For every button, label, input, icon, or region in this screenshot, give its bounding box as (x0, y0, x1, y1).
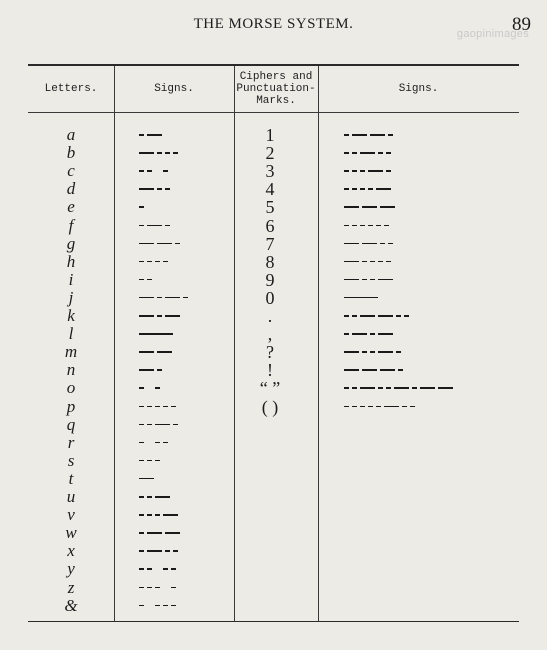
dot-mark (139, 170, 144, 172)
dot-mark (370, 351, 375, 353)
dash-mark (155, 424, 170, 426)
dot-mark (412, 387, 417, 389)
letter-sign (139, 506, 181, 524)
header-signs: Signs. (154, 83, 194, 95)
dot-mark (378, 261, 383, 263)
letter-sign (139, 434, 171, 452)
dot-mark (139, 514, 144, 516)
letter-sign (139, 180, 173, 198)
dot-mark (139, 206, 144, 208)
cipher-sign (344, 235, 396, 253)
letter-r: r (67, 432, 75, 452)
dot-mark (171, 406, 176, 408)
dash-mark (139, 315, 154, 317)
dot-mark (344, 406, 349, 408)
dot-mark (155, 460, 160, 462)
dot-mark (380, 243, 385, 245)
page-title: THE MORSE SYSTEM. (193, 16, 354, 32)
dash-mark (360, 315, 375, 317)
cipher-char: . (267, 306, 273, 326)
letter-sign (139, 307, 183, 325)
cipher-sign (344, 271, 396, 289)
dot-mark (139, 550, 144, 552)
dash-mark (378, 279, 393, 281)
dash-mark (344, 279, 359, 281)
dash-mark (344, 297, 378, 299)
letter-sign (139, 126, 165, 144)
dot-mark (344, 170, 349, 172)
letter-sign (139, 289, 191, 307)
dash-mark (384, 406, 399, 408)
dot-mark (163, 261, 168, 263)
dot-mark (155, 261, 160, 263)
dot-mark (165, 225, 170, 227)
dot-mark (165, 188, 170, 190)
dot-mark (344, 225, 349, 227)
dot-mark (171, 568, 176, 570)
dash-mark (157, 351, 172, 353)
cipher-char: , (267, 324, 273, 345)
letter-sign (139, 198, 147, 216)
cipher-char: “ ” (259, 378, 281, 399)
letter-i: i (68, 269, 74, 289)
dot-mark (155, 587, 160, 589)
cipher-char: 1 (265, 125, 275, 145)
cipher-char: 0 (265, 287, 275, 308)
cipher-char: 7 (265, 233, 275, 254)
dot-mark (352, 225, 357, 227)
dot-mark (163, 568, 168, 570)
cipher-sign (344, 198, 398, 216)
dash-mark (147, 550, 162, 552)
dot-mark (139, 605, 144, 607)
cipher-sign (344, 361, 406, 379)
dot-mark (139, 460, 144, 462)
dot-mark (370, 279, 375, 281)
letter-j: j (68, 287, 74, 307)
dot-mark (396, 315, 401, 317)
dot-mark (147, 514, 152, 516)
dash-mark (344, 369, 359, 371)
dot-mark (362, 261, 367, 263)
dot-mark (362, 279, 367, 281)
letter-sign (139, 361, 165, 379)
cipher-char: ( ) (261, 396, 279, 417)
dot-mark (155, 442, 160, 444)
dash-mark (147, 134, 162, 136)
dot-mark (139, 387, 144, 389)
dot-mark (171, 587, 176, 589)
dot-mark (165, 550, 170, 552)
dash-mark (362, 243, 377, 245)
letter-sign (139, 597, 179, 615)
dash-mark (155, 496, 170, 498)
letter-sign (139, 416, 181, 434)
letter-sign (139, 560, 179, 578)
letter-sign (139, 162, 171, 180)
dot-mark (157, 369, 162, 371)
letter-sign (139, 579, 179, 597)
dot-mark (352, 152, 357, 154)
letter-s: s (67, 450, 75, 470)
dash-mark (139, 369, 154, 371)
dash-mark (139, 152, 154, 154)
letter-sign (139, 398, 179, 416)
dash-mark (157, 243, 172, 245)
dot-mark (155, 406, 160, 408)
dot-mark (139, 532, 144, 534)
cipher-sign (344, 162, 394, 180)
cipher-char: 5 (265, 197, 275, 218)
letter-w: w (65, 523, 77, 543)
cipher-sign (344, 343, 404, 361)
dash-mark (352, 134, 367, 136)
dot-mark (344, 333, 349, 335)
dot-mark (139, 261, 144, 263)
dash-mark (378, 333, 393, 335)
dot-mark (360, 406, 365, 408)
dot-mark (139, 406, 144, 408)
letter-p: p (66, 396, 76, 416)
watermark: gaopinimages (456, 28, 529, 40)
letter-e: e (67, 197, 75, 217)
dash-mark (438, 387, 453, 389)
letter-q: q (66, 414, 76, 434)
dot-mark (386, 152, 391, 154)
dot-mark (352, 188, 357, 190)
dot-mark (171, 605, 176, 607)
letter-sign (139, 343, 175, 361)
dot-mark (360, 188, 365, 190)
dash-mark (370, 134, 385, 136)
letter-v: v (67, 505, 75, 525)
dot-mark (410, 406, 415, 408)
dash-mark (165, 315, 180, 317)
dot-mark (173, 424, 178, 426)
dot-mark (147, 279, 152, 281)
letter-ampersand: & (64, 595, 78, 615)
dot-mark (155, 605, 160, 607)
dot-mark (368, 225, 373, 227)
cipher-sign (344, 126, 396, 144)
dot-mark (344, 152, 349, 154)
dash-mark (378, 351, 393, 353)
dot-mark (183, 297, 188, 299)
letter-sign (139, 235, 183, 253)
dot-mark (386, 261, 391, 263)
cipher-char: 4 (265, 179, 275, 200)
letter-sign (139, 524, 183, 542)
dash-mark (362, 206, 377, 208)
dot-mark (370, 261, 375, 263)
dot-mark (139, 134, 144, 136)
page-number: 89 (512, 14, 531, 35)
dot-mark (147, 170, 152, 172)
dot-mark (352, 170, 357, 172)
header-letters: Letters. (44, 83, 98, 95)
letter-x: x (67, 541, 75, 561)
letter-sign (139, 325, 176, 343)
dot-mark (139, 279, 144, 281)
dot-mark (147, 587, 152, 589)
dot-mark (139, 568, 144, 570)
letter-z: z (67, 577, 75, 597)
dot-mark (386, 387, 391, 389)
letter-h: h (66, 251, 76, 271)
dash-mark (147, 225, 162, 227)
cipher-sign (344, 379, 456, 397)
dash-mark (139, 478, 154, 480)
dot-mark (384, 225, 389, 227)
letter-g: g (66, 233, 76, 253)
table-body (28, 66, 519, 621)
cipher-sign (344, 289, 381, 307)
dash-mark (360, 152, 375, 154)
dot-mark (175, 243, 180, 245)
dash-mark (368, 170, 383, 172)
dash-mark (362, 369, 377, 371)
dot-mark (378, 152, 383, 154)
dash-mark (139, 297, 154, 299)
dot-mark (163, 170, 168, 172)
dash-mark (163, 514, 178, 516)
dash-mark (378, 315, 393, 317)
dash-mark (344, 243, 359, 245)
dot-mark (147, 568, 152, 570)
morse-table (28, 64, 519, 622)
dash-mark (376, 188, 391, 190)
dash-mark (420, 387, 435, 389)
header-ciphers: Ciphers and Punctuation- Marks. (236, 71, 316, 107)
letter-a: a (66, 125, 76, 144)
dot-mark (352, 406, 357, 408)
cipher-char: ? (266, 342, 274, 363)
letter-y: y (67, 559, 75, 579)
dot-mark (147, 424, 152, 426)
dash-mark (352, 333, 367, 335)
dash-mark (139, 351, 154, 353)
dot-mark (139, 225, 144, 227)
letter-sign (139, 144, 181, 162)
page-header (0, 14, 547, 38)
cipher-char: 3 (265, 161, 275, 182)
dash-mark (394, 387, 409, 389)
letter-d: d (66, 179, 76, 199)
dot-mark (398, 369, 403, 371)
dot-mark (386, 170, 391, 172)
dash-mark (165, 297, 180, 299)
dash-mark (344, 206, 359, 208)
dot-mark (147, 261, 152, 263)
dot-mark (344, 188, 349, 190)
letter-f: f (68, 215, 74, 235)
letter-t: t (68, 468, 74, 488)
header-signs-2: Signs. (398, 83, 439, 95)
dot-mark (402, 406, 407, 408)
dash-mark (139, 333, 173, 335)
cipher-sign (344, 307, 412, 325)
dot-mark (155, 387, 160, 389)
dash-mark (344, 261, 359, 263)
dash-mark (147, 532, 162, 534)
dot-mark (139, 442, 144, 444)
dot-mark (163, 442, 168, 444)
dot-mark (173, 152, 178, 154)
letter-sign (139, 217, 173, 235)
dash-mark (360, 387, 375, 389)
cipher-sign (344, 217, 392, 235)
cipher-char: 8 (265, 251, 275, 272)
dot-mark (344, 387, 349, 389)
letter-sign (139, 379, 163, 397)
dot-mark (360, 225, 365, 227)
cipher-sign (344, 398, 418, 416)
letter-sign (139, 488, 173, 506)
letter-sign (139, 542, 181, 560)
dot-mark (388, 134, 393, 136)
cipher-sign (344, 325, 396, 343)
dot-mark (163, 406, 168, 408)
letter-m: m (64, 342, 78, 362)
dot-mark (388, 243, 393, 245)
dot-mark (163, 605, 168, 607)
dot-mark (404, 315, 409, 317)
letter-l: l (68, 324, 74, 344)
dot-mark (147, 460, 152, 462)
dash-mark (165, 532, 180, 534)
dot-mark (157, 152, 162, 154)
dot-mark (147, 496, 152, 498)
dot-mark (368, 406, 373, 408)
dot-mark (139, 587, 144, 589)
letter-b: b (66, 143, 76, 163)
dot-mark (157, 297, 162, 299)
cipher-sign (344, 253, 394, 271)
dot-mark (376, 225, 381, 227)
dot-mark (376, 406, 381, 408)
dot-mark (344, 315, 349, 317)
dot-mark (360, 170, 365, 172)
letter-c: c (67, 161, 75, 181)
letter-u: u (66, 487, 76, 506)
cipher-sign (344, 180, 394, 198)
letter-sign (139, 470, 157, 488)
dot-mark (352, 387, 357, 389)
dash-mark (380, 206, 395, 208)
letter-sign (139, 452, 163, 470)
cipher-char: 6 (265, 215, 275, 236)
dot-mark (157, 315, 162, 317)
letter-k: k (67, 306, 75, 325)
dot-mark (362, 351, 367, 353)
dash-mark (344, 351, 359, 353)
dot-mark (157, 188, 162, 190)
dash-mark (380, 369, 395, 371)
dot-mark (396, 351, 401, 353)
dash-mark (139, 243, 154, 245)
cipher-sign (344, 144, 394, 162)
letter-sign (139, 271, 155, 289)
dot-mark (147, 406, 152, 408)
dot-mark (139, 496, 144, 498)
letter-n: n (66, 360, 76, 380)
cipher-char: 2 (265, 143, 275, 164)
dot-mark (155, 514, 160, 516)
dot-mark (165, 152, 170, 154)
cipher-char: 9 (265, 269, 275, 290)
dot-mark (378, 387, 383, 389)
dot-mark (370, 333, 375, 335)
dash-mark (139, 188, 154, 190)
letter-sign (139, 253, 171, 271)
dot-mark (139, 424, 144, 426)
cipher-char: ! (267, 360, 273, 381)
letter-o: o (66, 378, 76, 398)
dot-mark (352, 315, 357, 317)
dot-mark (344, 134, 349, 136)
dot-mark (368, 188, 373, 190)
dot-mark (173, 550, 178, 552)
